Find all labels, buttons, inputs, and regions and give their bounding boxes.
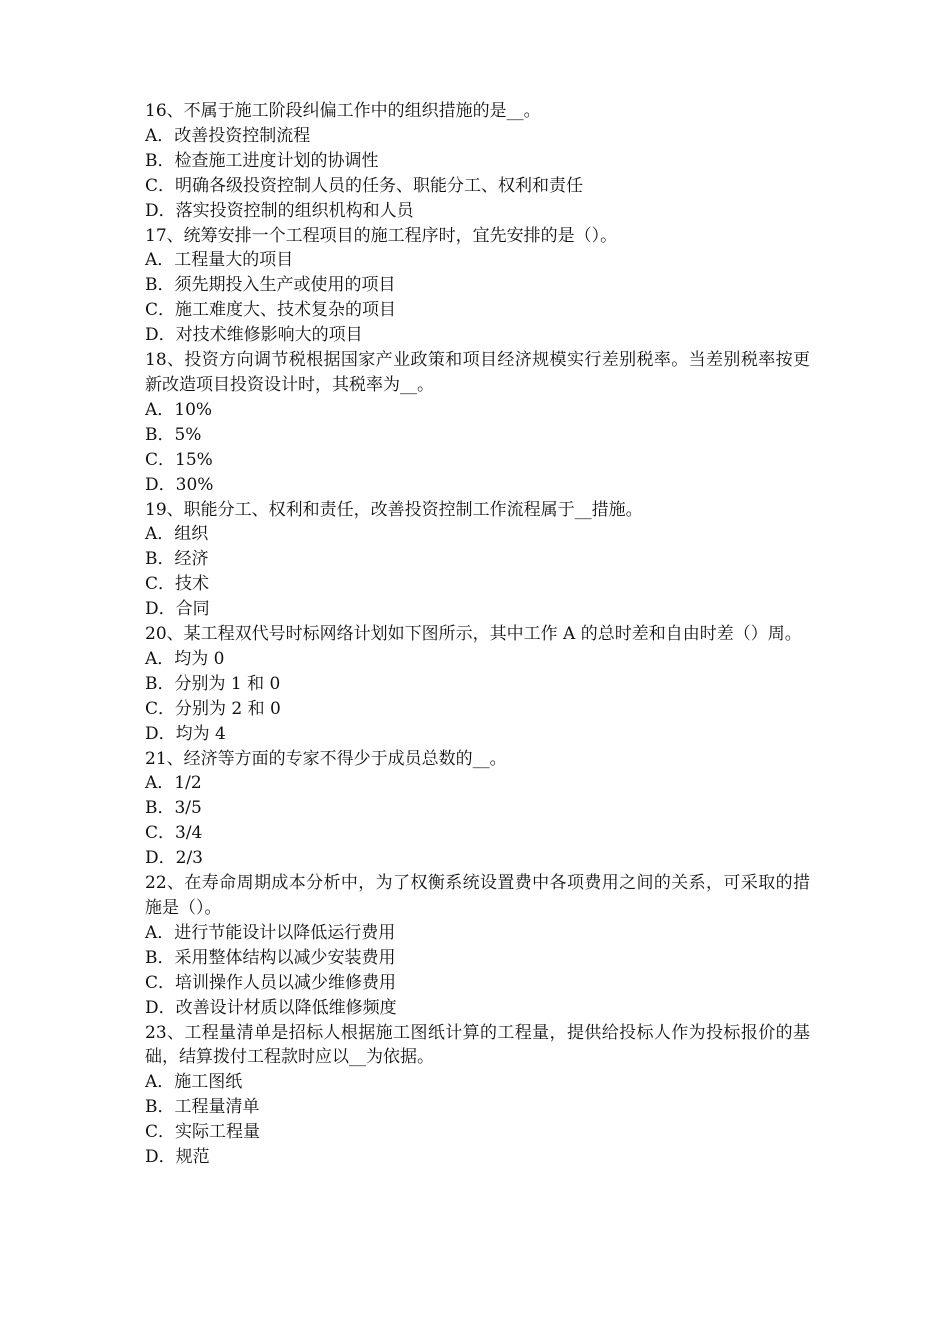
question-23 bbox=[145, 1021, 810, 1170]
question-18 bbox=[145, 348, 810, 497]
question-16 bbox=[145, 99, 810, 224]
option-b: B．检查施工进度计划的协调性 bbox=[145, 150, 379, 171]
option-c: C．技术 bbox=[145, 574, 210, 595]
option-d: D．2/3 bbox=[145, 848, 203, 869]
option-a: A．工程量大的项目 bbox=[145, 250, 294, 271]
option-b: B．经济 bbox=[145, 549, 209, 570]
option-b: B．须先期投入生产或使用的项目 bbox=[145, 275, 396, 296]
option-d: D．改善设计材质以降低维修频度 bbox=[145, 997, 397, 1018]
option-d: D．合同 bbox=[145, 599, 210, 620]
option-b: B．工程量清单 bbox=[145, 1097, 260, 1118]
question-list bbox=[145, 99, 810, 1170]
option-c: C．3/4 bbox=[145, 823, 203, 844]
option-b: B．分别为 1 和 0 bbox=[145, 673, 281, 694]
question-22 bbox=[145, 871, 810, 1020]
option-a: A．进行节能设计以降低运行费用 bbox=[145, 922, 396, 943]
option-c: C．分别为 2 和 0 bbox=[145, 698, 281, 719]
option-d: D．30% bbox=[145, 474, 214, 495]
option-d: D．均为 4 bbox=[145, 723, 226, 744]
option-a: A．改善投资控制流程 bbox=[145, 125, 311, 146]
question-stem: 19、职能分工、权利和责任，改善投资控制工作流程属于__措施。 bbox=[145, 499, 643, 520]
option-d: D．落实投资控制的组织机构和人员 bbox=[145, 200, 414, 221]
question-17 bbox=[145, 224, 810, 349]
option-c: C．培训操作人员以减少维修费用 bbox=[145, 972, 397, 993]
option-b: B．3/5 bbox=[145, 798, 202, 819]
option-a: A．均为 0 bbox=[145, 648, 225, 669]
option-a: A．施工图纸 bbox=[145, 1072, 243, 1093]
question-20 bbox=[145, 622, 810, 747]
option-c: C．明确各级投资控制人员的任务、职能分工、权利和责任 bbox=[145, 175, 584, 196]
question-stem: 16、不属于施工阶段纠偏工作中的组织措施的是__。 bbox=[145, 101, 541, 121]
option-b: B．采用整体结构以减少安装费用 bbox=[145, 947, 396, 968]
question-stem: 17、统筹安排一个工程项目的施工程序时，宜先安排的是（）。 bbox=[145, 225, 618, 246]
option-b: B．5% bbox=[145, 424, 202, 445]
option-c: C．15% bbox=[145, 449, 213, 470]
option-c: C．施工难度大、技术复杂的项目 bbox=[145, 300, 397, 321]
question-stem: 20、某工程双代号时标网络计划如下图所示，其中工作 A 的总时差和自由时差（）周。 bbox=[145, 624, 802, 645]
option-a: A．1/2 bbox=[145, 773, 202, 794]
question-stem: 18、投资方向调节税根据国家产业政策和项目经济规模实行差别税率。当差别税率按更新改造项目投资设计时，其税率为__。 bbox=[145, 350, 810, 395]
option-a: A．组织 bbox=[145, 524, 209, 545]
option-c: C．实际工程量 bbox=[145, 1122, 261, 1143]
question-stem: 22、在寿命周期成本分析中，为了权衡系统设置费中各项费用之间的关系，可采取的措施是（）。 bbox=[145, 873, 810, 918]
question-19 bbox=[145, 498, 810, 623]
option-a: A．10% bbox=[145, 399, 213, 420]
question-stem: 23、工程量清单是招标人根据施工图纸计算的工程量，提供给投标人作为投标报价的基础，结算拨付工程款时应以__为依据。 bbox=[145, 1022, 810, 1068]
question-stem: 21、经济等方面的专家不得少于成员总数的__。 bbox=[145, 748, 507, 769]
question-21 bbox=[145, 747, 810, 872]
option-d: D．对技术维修影响大的项目 bbox=[145, 325, 363, 346]
option-d: D．规范 bbox=[145, 1147, 210, 1168]
